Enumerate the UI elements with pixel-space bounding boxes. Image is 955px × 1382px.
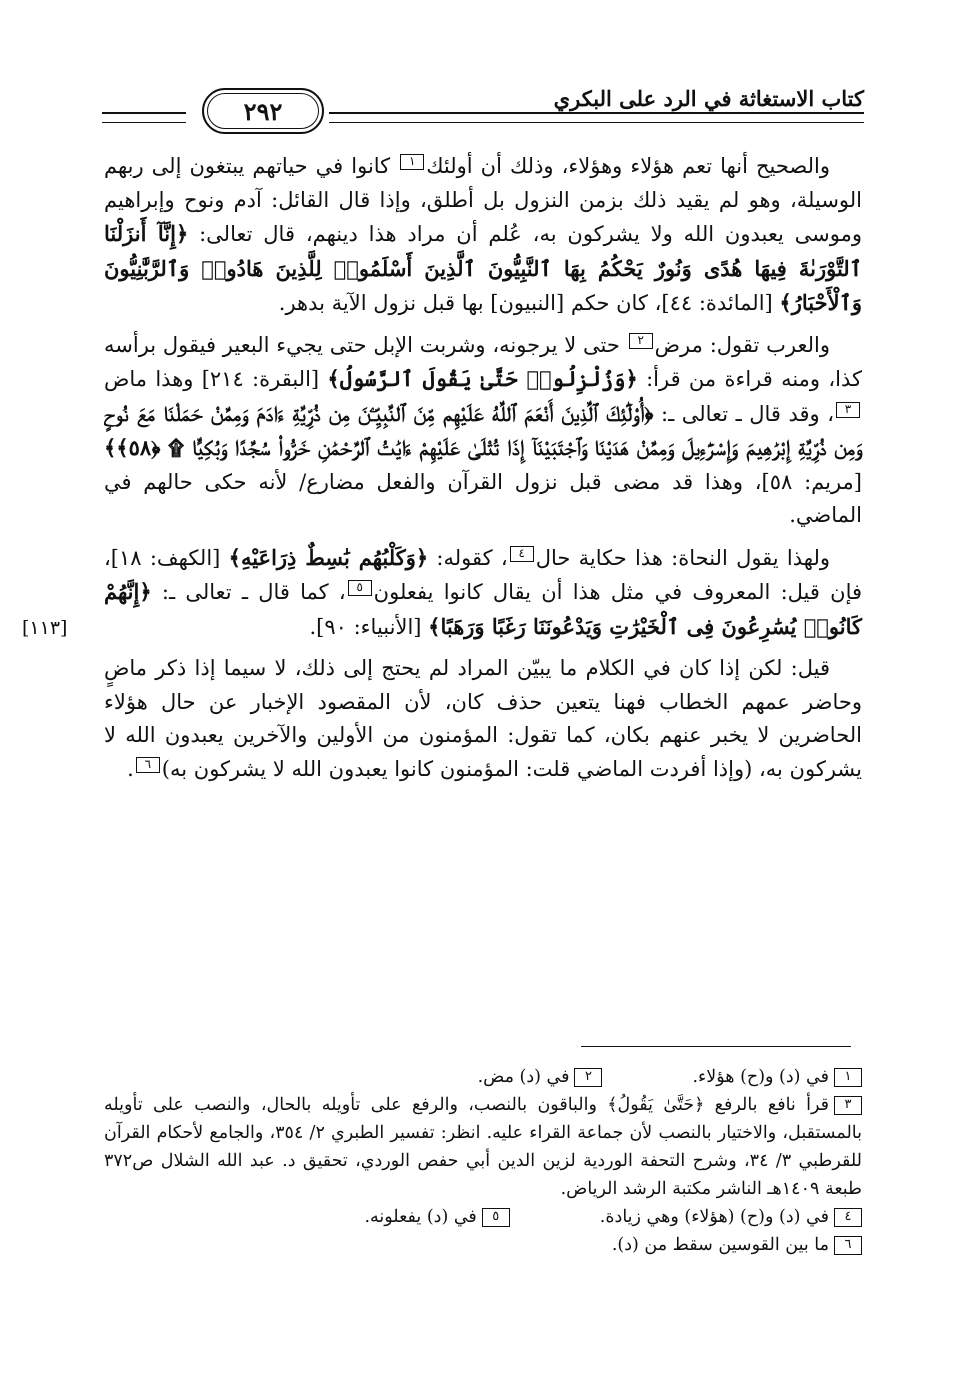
text-run: قيل: لكن إذا كان في الكلام ما يبيّن المراد لم يحتج إلى ذلك، لا سيما إذا ذكر ماضٍ وحاضر عمهم الخطاب فهنا يتعين حذف كان، لأن المقصود الإخبار عن حال هؤلاء الحاضرين لا يخبر عنهم بكان، كما تقول: المؤمنون من الأولين والآخرين يعبدون الله لا يشركون به، (وإذا أفردت الماضي قلت: المؤمنون كانوا يعبدون الله لا يشركون به) (104, 656, 862, 781)
footnote-divider (581, 1046, 851, 1047)
quran-verse: ﴿إِنَّهُمْ كَانُوا۟ يُسَٰرِعُونَ فِى ٱلْخَيْرَٰتِ وَيَدْعُونَنَا رَغَبًا وَرَهَبًا﴾ (104, 579, 862, 639)
text-run: والصحيح أنها تعم هؤلاء وهؤلاء، وذلك أن أولئك (426, 154, 830, 178)
page-number: ٢٩٢ (243, 96, 283, 126)
paragraph (104, 329, 862, 533)
text-run: حتى لا يرجونه، وشربت الإبل حتى يجيء البعير فيقول برأسه كذا، ومنه قراءة من قرأ: (104, 332, 862, 391)
text-run: [البقرة: ٢١٤] وهذا ماض (104, 367, 328, 391)
page-header (102, 78, 864, 134)
text-run: [مريم: ٥٨]، وهذا قد مضى قبل نزول القرآن والفعل مضارع/ لأنه حكى حالهم في الماضي. (104, 469, 862, 527)
footnote-ref: ١ (400, 154, 424, 170)
footnote-number: ٢ (574, 1068, 602, 1087)
header-rule-left (102, 112, 186, 123)
text-run: كانوا في حياتهم يبتغون إلى ربهم الوسيلة، وهو لم يقيد ذلك بزمن النزول بل أطلق، وإذا قال القائل: آدم ونوح وإبراهيم وموسى يعبدون الله ولا يشركون به، عُلم أن مراد هذا دينهم، قال تعالى: (104, 154, 862, 246)
text-run: والعرب تقول: مرض (654, 332, 830, 357)
footnote-ref: ٤ (510, 546, 534, 562)
footnote-text: في (د) يفعلونه. (364, 1207, 477, 1227)
footnote-row (104, 1231, 862, 1259)
text-run: [المائدة: ٤٤]، كان حكم [النبيون] بها قبل نزول الآية بدهر. (278, 291, 780, 315)
footnote-row (104, 1203, 862, 1231)
page-number-badge (202, 88, 324, 134)
paragraph (104, 541, 862, 645)
main-text (104, 150, 862, 794)
text-run: ، وقد قال ـ تعالى ـ: (653, 401, 834, 426)
quran-verse: ﴿وَزُلْزِلُوا۟ حَتَّىٰ يَقُولَ ٱلرَّسُولُ﴾ (327, 366, 638, 391)
text-run: ولهذا يقول النحاة: هذا حكاية حال (535, 545, 830, 570)
footnote-number: ٦ (834, 1236, 862, 1255)
text-run: . (127, 756, 134, 781)
footnote-ref: ٥ (348, 580, 372, 596)
text-run: ، كقوله: (428, 545, 508, 570)
footnote-ref: ٣ (836, 402, 860, 418)
paragraph (104, 150, 862, 321)
manuscript-page-marker: [١١٣] (22, 617, 68, 639)
paragraph (104, 652, 862, 786)
footnote-text: قرأ نافع بالرفع ﴿حَتَّىٰ يَقُولُ﴾ والباقون بالنصب، والرفع على تأويله بالحال، والنصب على تأويله بالمستقبل، والاختيار بالنصب لأن جماعة القراء عليه. انظر: تفسير الطبري ٢/ ٣٥٤، والجامع لأحكام القرآن للقرطبي ٣/ ٣٤، وشرح التحفة الوردية لزين الدين أبي حفص الوردي، تحقيق د. عبد الله الشلال ص٣٧٢ طبعة ١٤٠٩هـ الناشر مكتبة الرشد الرياض. (104, 1095, 862, 1199)
footnote-ref: ٦ (136, 757, 160, 773)
footnotes (104, 1063, 862, 1259)
footnote-row (104, 1091, 862, 1203)
text-run: [الكهف: ١٨]، فإن قيل: المعروف في مثل هذا أن يقال كانوا يفعلون (104, 545, 863, 604)
book-title: كتاب الاستغاثة في الرد على البكري (553, 86, 864, 111)
quran-verse: ﴿إِنَّآ أَنزَلْنَا ٱلتَّوْرَىٰةَ فِيهَا هُدًى وَنُورٌ يَحْكُمُ بِهَا ٱلنَّبِيُّونَ ٱلَّذِينَ أَسْلَمُوا۟ لِلَّذِينَ هَادُوا۟ وَٱلرَّبَّٰنِيُّونَ وَٱلْأَحْبَارُ﴾ (104, 221, 862, 315)
footnote-ref: ٢ (629, 333, 653, 349)
footnote-text: ما بين القوسين سقط من (د). (611, 1235, 829, 1255)
text-run: [الأنبياء: ٩٠]. (309, 614, 429, 639)
footnote-number: ٤ (834, 1208, 862, 1227)
footnote-text: في (د) و(ح) هؤلاء. (692, 1067, 829, 1087)
quran-verse: ﴿وَكَلْبُهُم بَٰسِطٌ ذِرَاعَيْهِ﴾ (228, 544, 429, 570)
header-rule-right (329, 112, 864, 123)
footnote-text: في (د) مض. (477, 1067, 570, 1087)
footnote-text: في (د) و(ح) (هؤلاء) وهي زيادة. (599, 1207, 829, 1227)
footnote-row (104, 1063, 862, 1091)
footnote-number: ٣ (834, 1096, 862, 1115)
footnote-number: ١ (834, 1068, 862, 1087)
quran-verse: ﴿أُو۟لَٰٓئِكَ ٱلَّذِينَ أَنْعَمَ ٱللَّهُ عَلَيْهِم مِّنَ ٱلنَّبِيِّـۧنَ مِن ذُرِّيَّةِ ءَادَمَ وَمِمَّنْ حَمَلْنَا مَعَ نُوحٍ وَمِن ذُرِّيَّةِ إِبْرَٰهِيمَ وَإِسْرَٰٓءِيلَ وَمِمَّنْ هَدَيْنَا وَٱجْتَبَيْنَآ إِذَا تُتْلَىٰ عَلَيْهِمْ ءَايَٰتُ ٱلرَّحْمَٰنِ خَرُّوا۟ سُجَّدًا وَبُكِيًّا ۩ ﴿٥٨﴾﴾ (104, 400, 862, 460)
footnote-number: ٥ (482, 1208, 510, 1227)
text-run: ، كما قال ـ تعالى ـ: (151, 580, 346, 604)
